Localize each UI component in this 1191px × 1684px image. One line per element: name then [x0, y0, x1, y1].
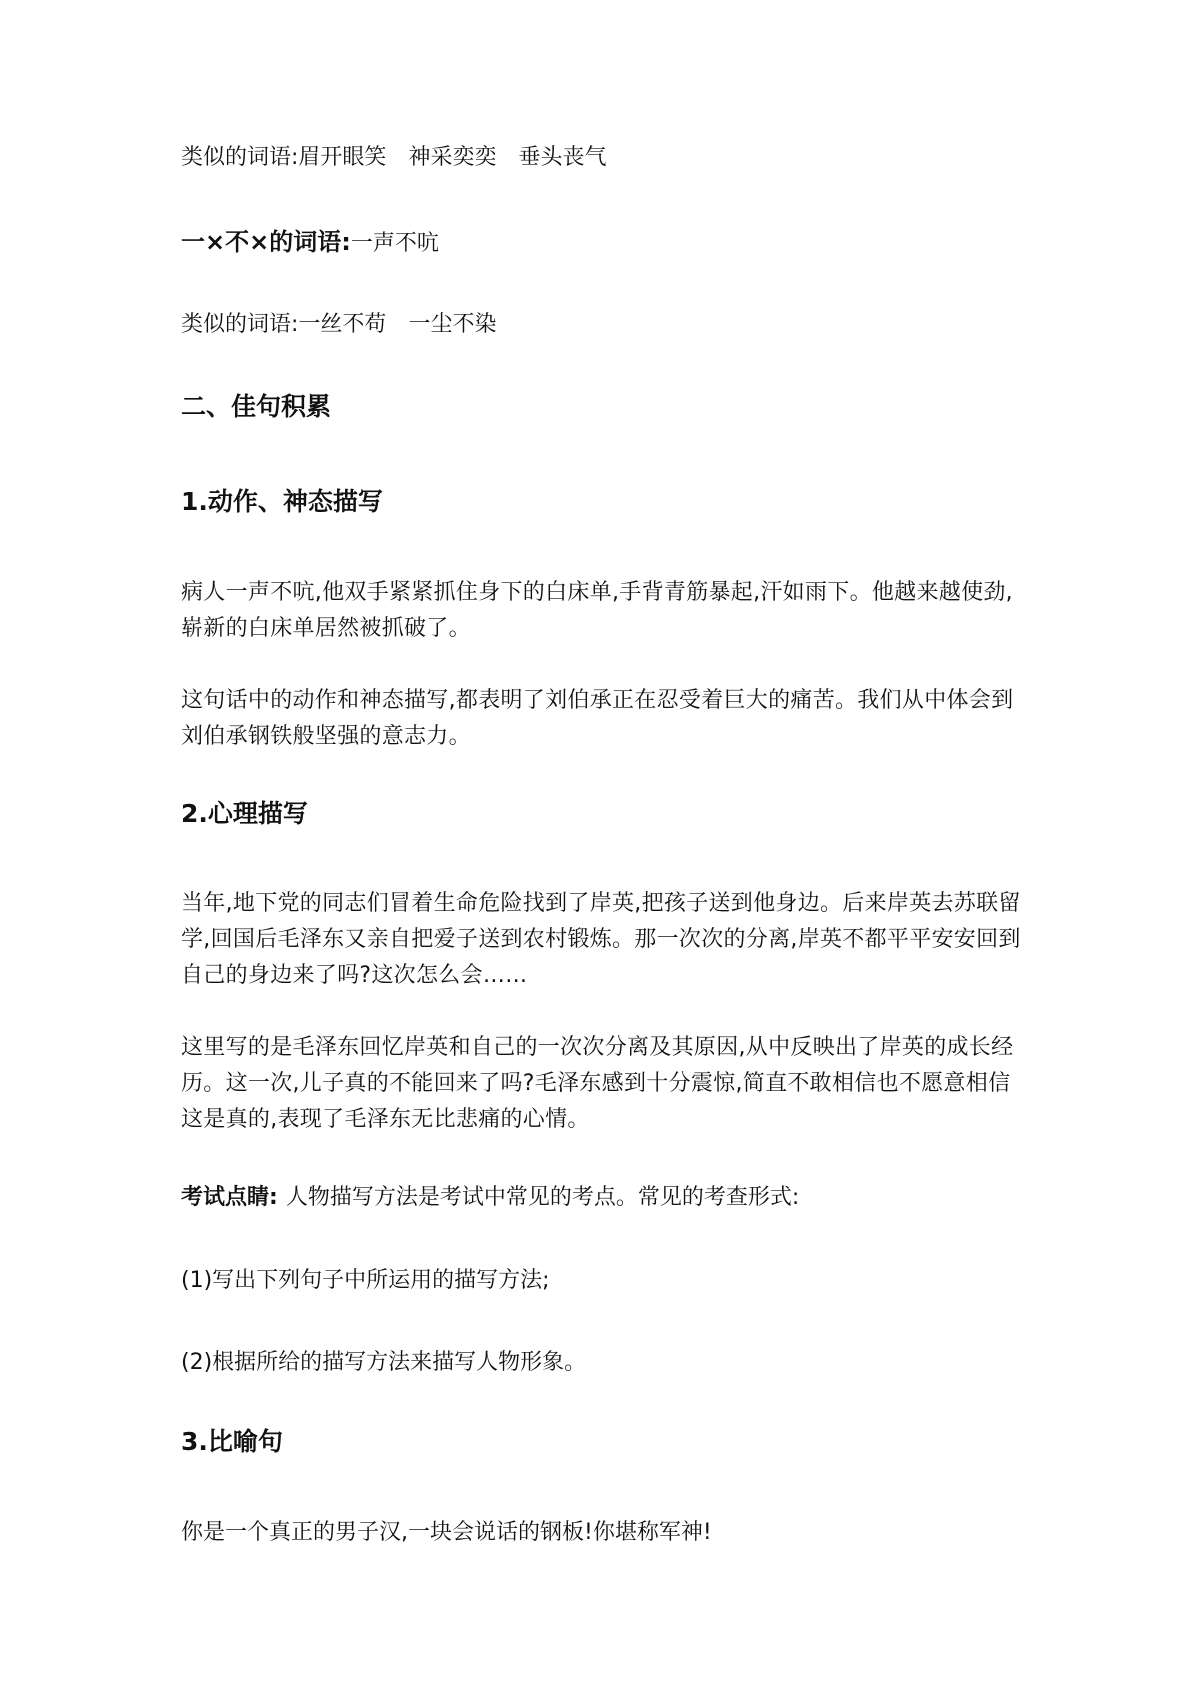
word-item: 一丝不苟 — [298, 312, 387, 337]
word-item: 神采奕奕 — [408, 145, 497, 170]
exam-tip-text: 人物描写方法是考试中常见的考点。常见的考查形式: — [285, 1185, 800, 1210]
section-heading: 二、佳句积累 — [181, 392, 332, 421]
pattern-example: 一声不吭 — [350, 231, 439, 256]
similar-words-line-2 — [181, 307, 1021, 343]
similar-words-label: 类似的词语: — [181, 312, 299, 337]
example-sentence: 病人一声不吭,他双手紧紧抓住身下的白床单,手背青筋暴起,汗如雨下。他越来越使劲,崭新的白床单居然被抓破了。 — [181, 580, 1013, 641]
sentence-analysis: 这句话中的动作和神态描写,都表明了刘伯承正在忍受着巨大的痛苦。我们从中体会到刘伯承钢铁般坚强的意志力。 — [181, 688, 1014, 749]
subsection-heading-action: 1.动作、神态描写 — [181, 487, 383, 516]
exam-tip-label: 考试点睛: — [181, 1185, 278, 1210]
example-sentence: 当年,地下党的同志们冒着生命危险找到了岸英,把孩子送到他身边。后来岸英去苏联留学,回国后毛泽东又亲自把爱子送到农村锻炼。那一次次的分离,岸英不都平平安安回到自己的身边来了吗?这次怎么会…… — [181, 891, 1021, 988]
example-sentence: 你是一个真正的男子汉,一块会说话的钢板!你堪称军神! — [181, 1520, 712, 1545]
word-item: 眉开眼笑 — [298, 145, 387, 170]
exam-tip — [181, 1180, 1021, 1216]
similar-words-label: 类似的词语: — [181, 145, 299, 170]
pattern-label: 一×不×的词语: — [181, 228, 351, 256]
exam-item: (2)根据所给的描写方法来描写人物形象。 — [181, 1350, 587, 1375]
pattern-words-line — [181, 224, 1021, 262]
similar-words-line-1 — [181, 140, 1021, 176]
subsection-heading-psychology: 2.心理描写 — [181, 799, 308, 828]
word-item: 一尘不染 — [408, 312, 497, 337]
exam-item: (1)写出下列句子中所运用的描写方法; — [181, 1268, 550, 1293]
word-item: 垂头丧气 — [518, 145, 607, 170]
sentence-analysis: 这里写的是毛泽东回忆岸英和自己的一次次分离及其原因,从中反映出了岸英的成长经历。这一次,儿子真的不能回来了吗?毛泽东感到十分震惊,简直不敢相信也不愿意相信这是真的,表现了毛泽东无比悲痛的心情。 — [181, 1035, 1014, 1132]
subsection-heading-metaphor: 3.比喻句 — [181, 1427, 283, 1456]
